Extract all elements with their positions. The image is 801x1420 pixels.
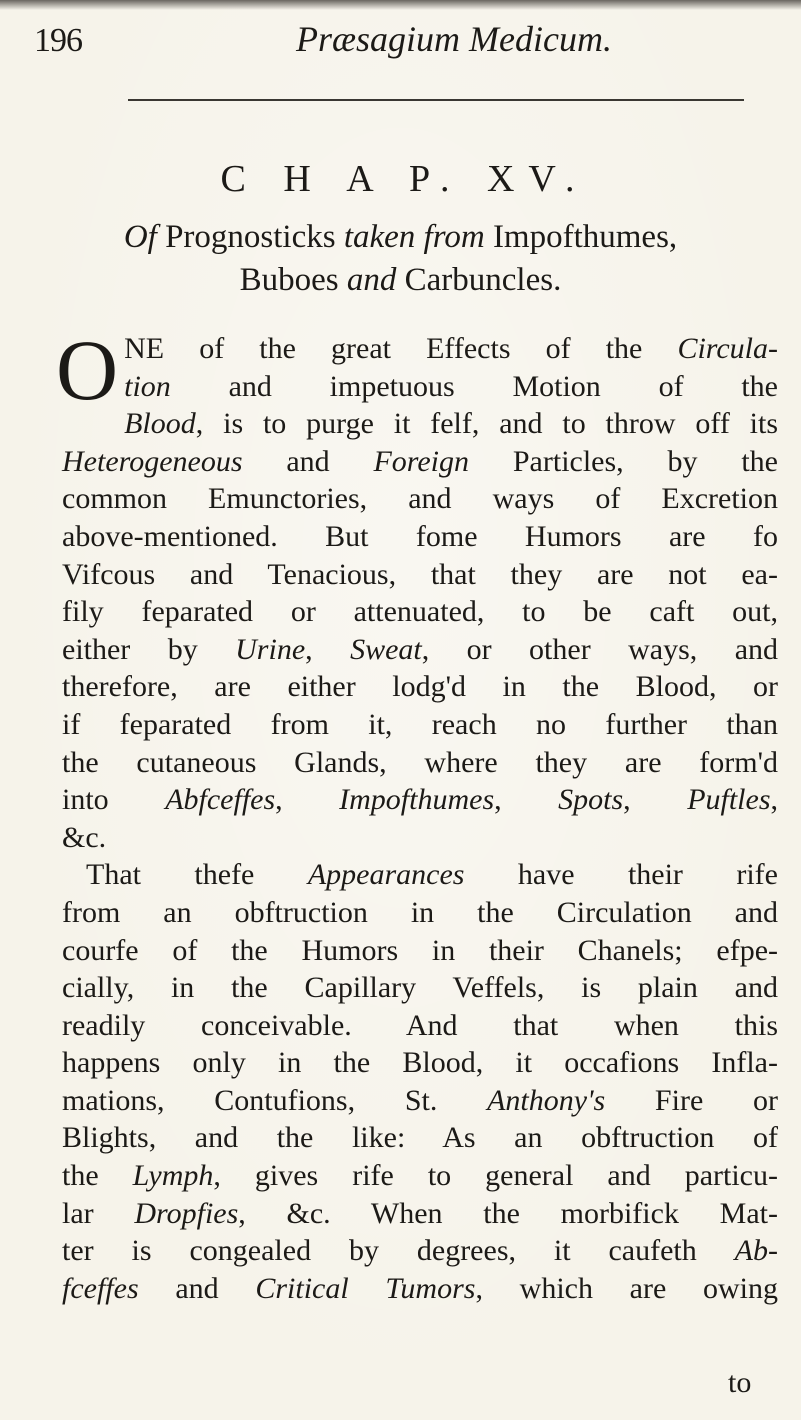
subtitle-taken-from: taken from [343,219,485,255]
text-line: happens only in the Blood, it occafions Infla- [62,1046,778,1080]
text-line: readily conceivable. And that when this [62,1008,778,1042]
page-header [0,6,801,76]
text-line: fily feparated or attenuated, to be caft out, [62,595,778,629]
paragraph-2 [62,856,778,1307]
subtitle-line-2 [0,259,801,302]
text-line: courfe of the Humors in their Chanels; efpe- [62,933,778,967]
text-line: That thefe Appearances have their rife [86,858,778,892]
page-number: 196 [34,22,82,59]
text-line: Vifcous and Tenacious, that they are not ea- [62,557,778,591]
text-line: Blights, and the like: As an obftruction of [62,1121,778,1155]
text-line: from an obftruction in the Circulation and [62,895,778,929]
text-line: therefore, are either lodg'd in the Blood, or [62,670,778,704]
catchword: to [728,1366,752,1399]
text-line: the Lymph, gives rife to general and particu- [62,1159,778,1193]
text-line: NE of the great Effects of the Circula- [124,332,778,365]
subtitle-of: Of [123,219,157,255]
subtitle-line-1 [0,216,801,259]
text-line: cially, in the Capillary Veffels, is plain and [62,971,778,1005]
chapter-subtitle [0,216,801,302]
subtitle-impofthumes: Impofthumes, [484,219,678,255]
subtitle-buboes: Buboes [239,262,347,298]
text-line: tion and impetuous Motion of the [124,369,778,403]
paragraph-1 [56,322,779,856]
text-line: &c. [62,820,107,854]
text-line: the cutaneous Glands, where they are form'd [62,745,778,779]
chapter-heading: C H A P. XV. [220,158,589,200]
text-line: Heterogeneous and Foreign Particles, by the [62,444,778,478]
text-line: above-mentioned. But fome Humors are fo [62,519,778,553]
running-head: Præsagium Medicum. [296,19,612,59]
header-rule [128,99,744,101]
text-line: into Abfceffes, Impofthumes, Spots, Puftles, [62,783,779,817]
text-line: lar Dropfies, &c. When the morbifick Mat- [62,1196,778,1230]
subtitle-and: and [346,262,397,298]
text-line: Blood, is to purge it felf, and to throw off its [124,407,778,441]
subtitle-carbuncles: Carbuncles. [396,262,562,298]
text-line: fceffes and Critical Tumors, which are owing [62,1271,778,1305]
body-text [56,322,779,1307]
drop-cap: O [56,322,119,418]
text-line: either by Urine, Sweat, or other ways, and [62,632,779,666]
text-line: if feparated from it, reach no further than [62,707,778,741]
text-line: ter is congealed by degrees, it caufeth Ab- [62,1234,778,1268]
text-line: common Emunctories, and ways of Excretion [62,482,778,516]
text-line: mations, Contufions, St. Anthony's Fire or [62,1083,778,1117]
subtitle-prognosticks: Prognosticks [156,219,344,255]
